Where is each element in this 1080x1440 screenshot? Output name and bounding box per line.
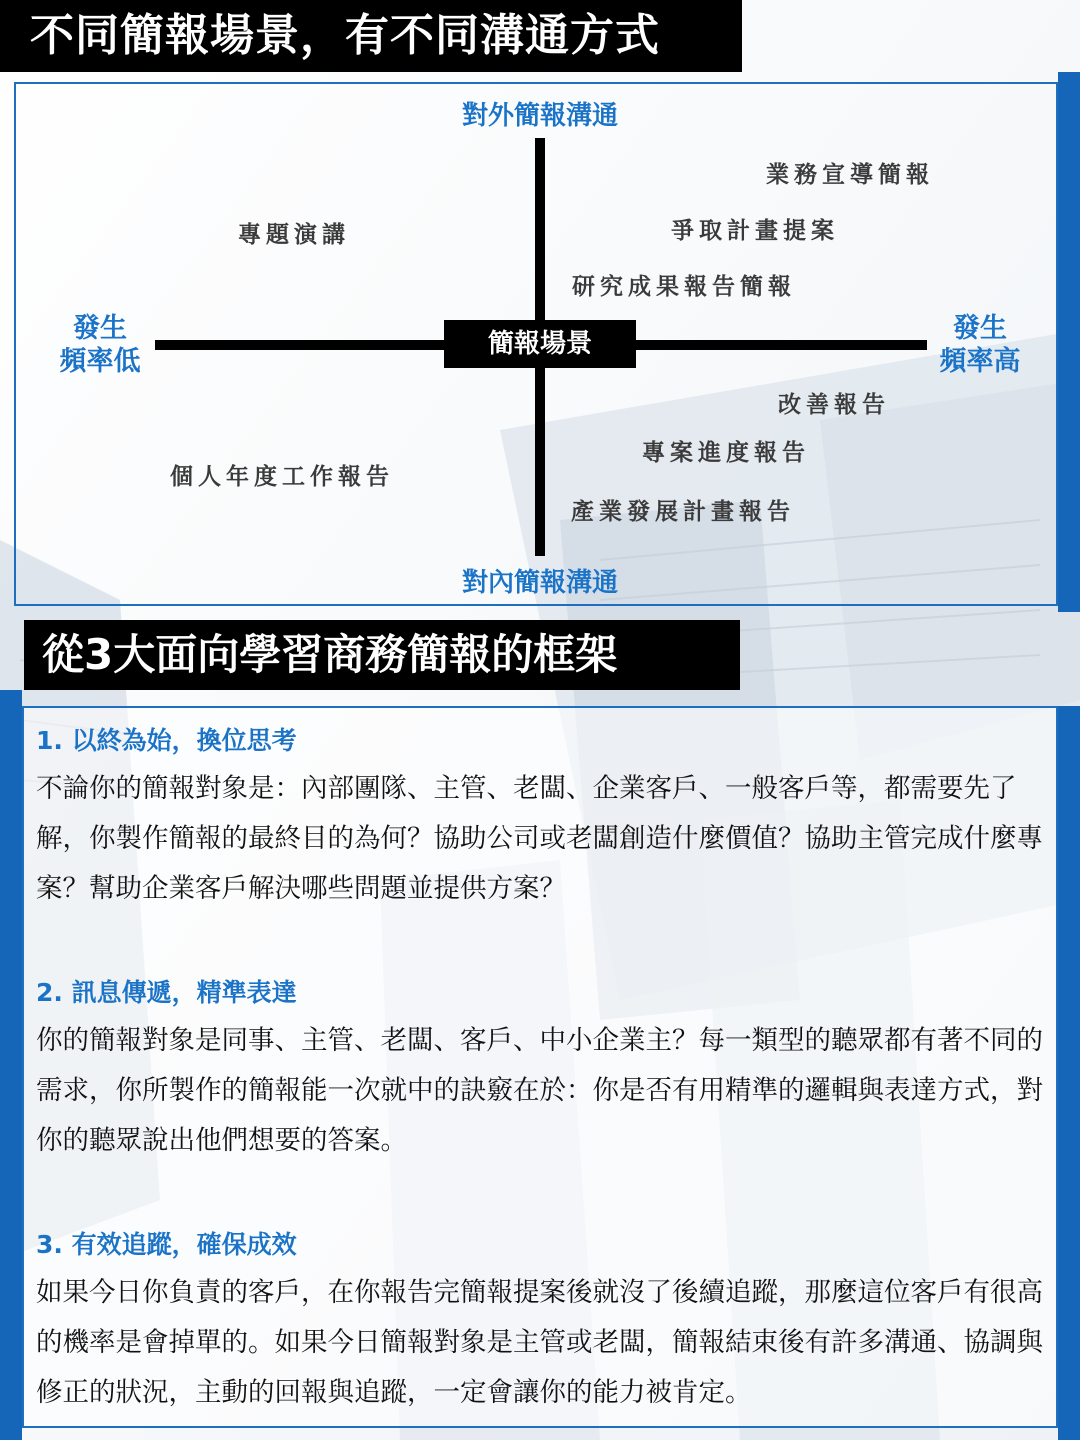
scene-item: 個人年度工作報告	[170, 464, 394, 490]
right-accent-bar	[1058, 72, 1080, 612]
section-heading: 2. 訊息傳遞，精準表達	[36, 978, 297, 1007]
section-body: 你的簡報對象是同事、主管、老闆、客戶、中小企業主？每一類型的聽眾都有著不同的需求，你所製作的簡報能一次就中的訣竅在於：你是否有用精準的邏輯與表達方式，對你的聽眾說出他們想要的答案。	[36, 1025, 1043, 1156]
scene-item: 專題演講	[238, 222, 350, 248]
axis-label-right-line2: 頻率高	[939, 346, 1021, 377]
axis-label-left-line2: 頻率低	[59, 346, 141, 377]
scene-item: 產業發展計畫報告	[571, 499, 795, 525]
section-3	[36, 1228, 1048, 1418]
section-body: 如果今日你負責的客戶，在你報告完簡報提案後就沒了後續追蹤，那麼這位客戶有很高的機率是會掉單的。如果今日簡報對象是主管或老闆，簡報結束後有許多溝通、協調與修正的狀況，主動的回報與追蹤，一定會讓你的能力被肯定。	[36, 1277, 1043, 1408]
center-label: 簡報場景	[444, 320, 636, 368]
axis-label-left-line1: 發生	[73, 313, 127, 344]
section-heading: 1. 以終為始，換位思考	[36, 726, 297, 755]
scene-item: 專案進度報告	[642, 440, 810, 466]
left-accent-bar	[0, 690, 22, 1440]
scene-item: 研究成果報告簡報	[572, 274, 796, 300]
section-heading: 3. 有效追蹤，確保成效	[36, 1230, 297, 1259]
axis-label-top: 對外簡報溝通	[461, 101, 618, 131]
section-1	[36, 724, 1048, 914]
top-title-text: 不同簡報場景，有不同溝通方式	[30, 10, 660, 61]
scene-item: 爭取計畫提案	[671, 218, 839, 244]
axis-label-right	[928, 312, 1032, 378]
axis-label-right-line1: 發生	[953, 313, 1007, 344]
axis-label-left	[48, 312, 152, 378]
section-body: 不論你的簡報對象是：內部團隊、主管、老闆、企業客戶、一般客戶等，都需要先了解，你製作簡報的最終目的為何？協助公司或老闆創造什麼價值？協助主管完成什麼專案？幫助企業客戶解決哪些問題並提供方案？	[36, 773, 1043, 904]
top-title-banner	[0, 0, 742, 72]
scene-item: 改善報告	[778, 392, 890, 418]
scene-item: 業務宣導簡報	[766, 162, 934, 188]
second-title-text: 從3大面向學習商務簡報的框架	[42, 630, 618, 679]
axis-label-bottom: 對內簡報溝通	[461, 568, 618, 598]
right-accent-bar-lower	[1058, 706, 1080, 1440]
second-title-banner	[24, 620, 740, 690]
section-2	[36, 976, 1048, 1166]
